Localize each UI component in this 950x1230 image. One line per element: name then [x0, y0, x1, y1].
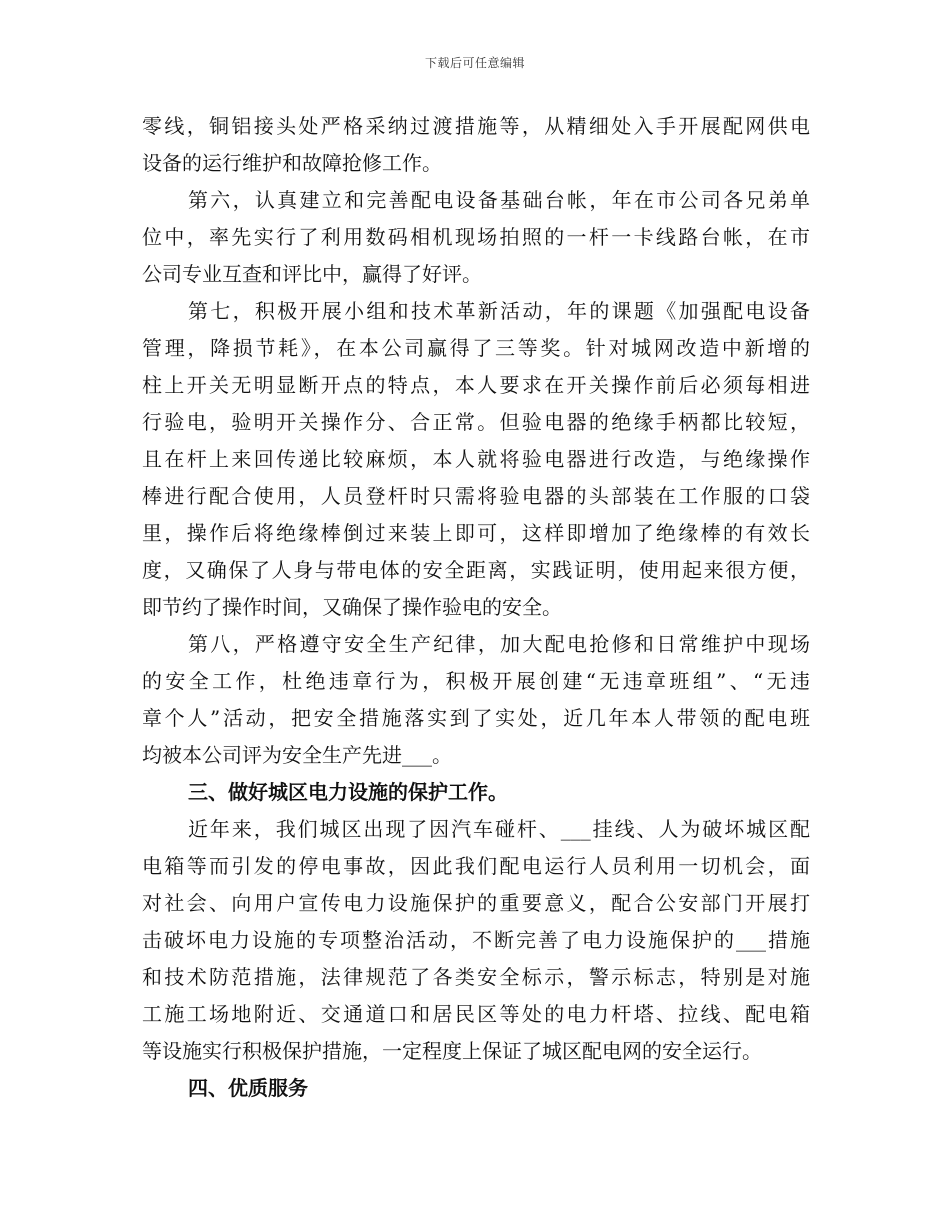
body-line: 均被本公司评为安全生产先进___。 [142, 743, 452, 767]
body-line: 公司专业互查和评比中，赢得了好评。 [142, 262, 482, 286]
paragraph-first-line: 第八，严格遵守安全生产纪律，加大配电抢修和日常维护中现场 [188, 632, 810, 656]
body-line: 行验电，验明开关操作分、合正常。但验电器的绝缘手柄都比较短， [142, 410, 810, 434]
body-line: 电箱等而引发的停电事故，因此我们配电运行人员利用一切机会，面 [142, 854, 810, 878]
section-heading: 三、做好城区电力设施的保护工作。 [188, 780, 508, 804]
body-line: 柱上开关无明显断开点的特点，本人要求在开关操作前后必须每相进 [142, 373, 810, 397]
paragraph-first-line: 近年来，我们城区出现了因汽车碰杆、___挂线、人为破坏城区配 [188, 817, 810, 841]
section-heading: 四、优质服务 [188, 1076, 308, 1100]
body-line: 里，操作后将绝缘棒倒过来装上即可，这样即增加了绝缘棒的有效长 [142, 521, 810, 545]
body-line: 对社会、向用户宣传电力设施保护的重要意义，配合公安部门开展打 [142, 891, 810, 915]
body-line: 即节约了操作时间，又确保了操作验电的安全。 [142, 595, 562, 619]
body-line: 设备的运行维护和故障抢修工作。 [142, 151, 442, 175]
paragraph-first-line: 第六，认真建立和完善配电设备基础台帐，年在市公司各兄弟单 [188, 188, 810, 212]
body-line: 章个人”活动，把安全措施落实到了实处，近几年本人带领的配电班 [142, 706, 810, 730]
body-line: 工施工场地附近、交通道口和居民区等处的电力杆塔、拉线、配电箱 [142, 1002, 810, 1026]
body-line: 等设施实行积极保护措施，一定程度上保证了城区配电网的安全运行。 [142, 1039, 762, 1063]
body-line: 零线，铜铝接头处严格采纳过渡措施等，从精细处入手开展配网供电 [142, 114, 810, 138]
body-line: 击破坏电力设施的专项整治活动，不断完善了电力设施保护的___措施 [142, 928, 810, 952]
document-body [142, 108, 810, 1107]
header-note: 下载后可任意编辑 [424, 56, 525, 70]
body-line: 和技术防范措施，法律规范了各类安全标示，警示标志，特别是对施 [142, 965, 810, 989]
body-line: 棒进行配合使用，人员登杆时只需将验电器的头部装在工作服的口袋 [142, 484, 810, 508]
body-line: 管理，降损节耗》，在本公司赢得了三等奖。针对城网改造中新增的 [142, 336, 810, 360]
paragraph-first-line: 第七，积极开展小组和技术革新活动，年的课题《加强配电设备 [188, 299, 810, 323]
body-line: 的安全工作，杜绝违章行为，积极开展创建“无违章班组”、“无违 [142, 669, 810, 693]
body-line: 度，又确保了人身与带电体的安全距离，实践证明，使用起来很方便， [142, 558, 810, 582]
body-line: 且在杆上来回传递比较麻烦，本人就将验电器进行改造，与绝缘操作 [142, 447, 810, 471]
body-line: 位中，率先实行了利用数码相机现场拍照的一杆一卡线路台帐，在市 [142, 225, 810, 249]
